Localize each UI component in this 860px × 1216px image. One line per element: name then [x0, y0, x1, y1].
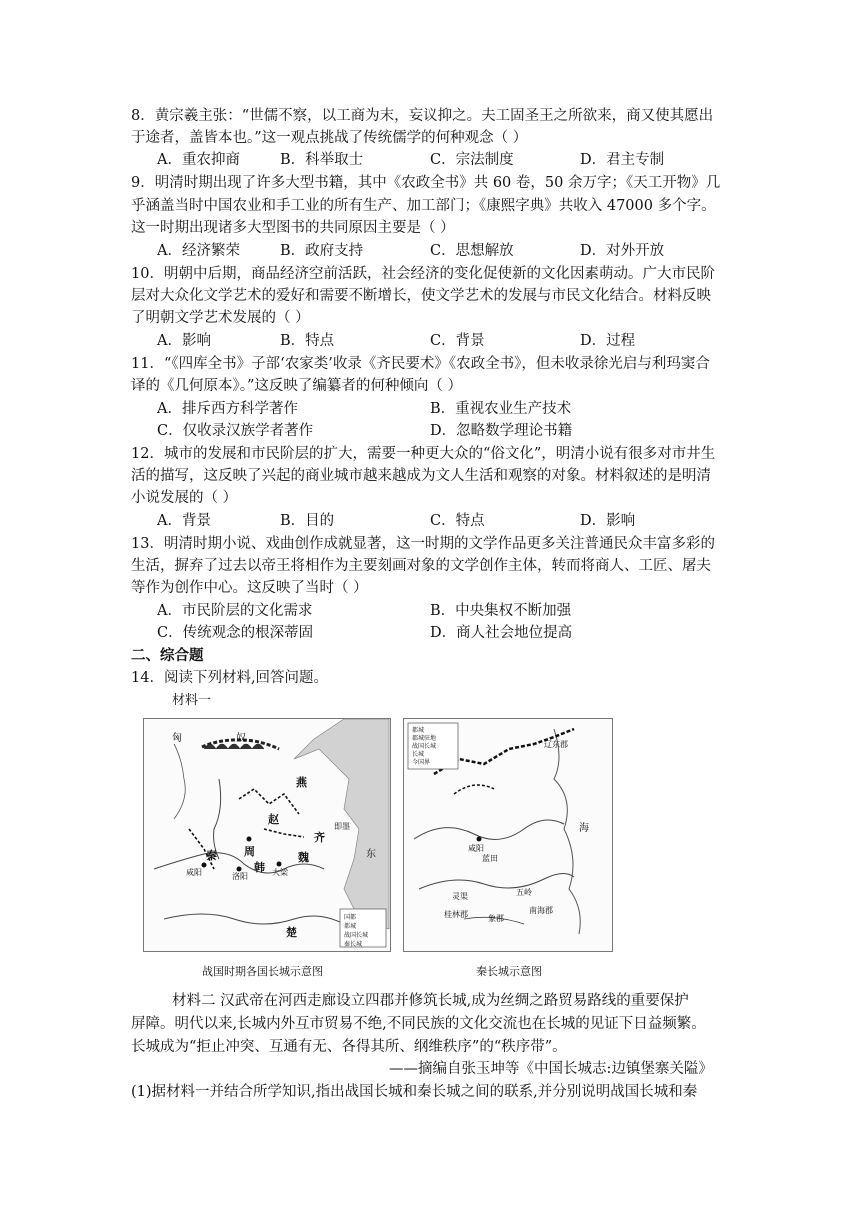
q12-option-a[interactable]: A．背景	[157, 513, 211, 529]
yangtze-river	[164, 914, 344, 924]
map2-label: 灵渠	[452, 892, 468, 901]
inner-wall	[454, 785, 494, 794]
mountain-symbol	[204, 744, 264, 749]
map1-label: 东	[366, 849, 376, 860]
river-west	[174, 744, 185, 819]
material2-line1: 材料二 汉武帝在河西走廊设立四郡并修筑长城,成为丝绸之路贸易路线的重要保护	[172, 993, 689, 1009]
map1-legend-item: 秦长城	[344, 941, 363, 948]
warring-states-wall-map	[143, 718, 391, 952]
map1-label: 洛阳	[232, 872, 248, 881]
map2-drawing	[404, 719, 612, 951]
q8-option-c[interactable]: C．宗法制度	[430, 152, 514, 168]
q12-option-c[interactable]: C．特点	[430, 513, 485, 529]
map2-legend-item: 今国界	[412, 759, 431, 766]
q12-line2: 活的描写，这反映了兴起的商业城市越来越成为文人生活和观察的对象。材料叙述的是明清	[131, 468, 711, 484]
q13-option-b[interactable]: B．中央集权不断加强	[430, 603, 572, 619]
map1-label: 齐	[314, 831, 325, 844]
q8-line1: 8．黄宗羲主张：“世儒不察，以工商为末，妄议抑之。夫工固圣王之所欲来，商又使其愿出	[131, 108, 714, 124]
q11-line2: 译的《几何原本》。”这反映了编纂者的何种倾向（ ）	[131, 378, 463, 394]
q9-line3: 这一时期出现诸多大型图书的共同原因主要是（ ）	[131, 220, 455, 236]
q9-line1: 9．明清时期出现了许多大型书籍，其中《农政全书》共 60 卷，50 余万字；《天工开物》几	[131, 175, 721, 191]
material2-line3: 长城成为“拒止冲突、互通有无、各得其所、纲维秩序”的“秩序带”。	[131, 1039, 567, 1055]
map1-label: 即墨	[334, 822, 350, 831]
qin-wall-map	[403, 718, 613, 952]
capital-dot	[477, 837, 482, 842]
map2-label: 五岭	[516, 888, 532, 897]
q13-line2: 生活，摒弃了过去以帝王将相作为主要刻画对象的文学创作主体，转而将商人、工匠、屠夫	[131, 558, 711, 574]
q8-option-b[interactable]: B．科举取士	[280, 152, 364, 168]
q12-option-d[interactable]: D．影响	[580, 513, 636, 529]
capital-dot	[277, 862, 282, 867]
q9-option-c[interactable]: C．思想解放	[430, 243, 514, 259]
material2-line2: 屏障。明代以来,长城内外互市贸易不绝,不同民族的文化交流也在长城的见证下日益频繁。	[131, 1016, 706, 1032]
map2-label: 象郡	[488, 914, 504, 923]
yellow-river	[414, 820, 564, 839]
q10-option-d[interactable]: D．过程	[580, 333, 636, 349]
q10-line3: 了明朝文学艺术发展的（ ）	[131, 310, 310, 326]
q9-option-b[interactable]: B．政府支持	[280, 243, 364, 259]
q13-line1: 13．明清时期小说、戏曲创作成就显著，这一时期的文学作品更多关注普通民众丰富多彩的	[131, 536, 715, 552]
q9-line2: 乎涵盖当时中国农业和手工业的所有生产、加工部门；《康熙字典》共收入 47000 多个字。	[131, 198, 716, 214]
q8-option-a[interactable]: A．重农抑商	[157, 152, 240, 168]
q8-line2: 于途者，盖皆本也。”这一观点挑战了传统儒学的何种观念（ ）	[131, 130, 528, 146]
map2-legend-item: 战国长城	[412, 743, 437, 750]
map2-label: 蓝田	[482, 854, 498, 863]
map2-label: 桂林郡	[444, 910, 468, 919]
q10-option-b[interactable]: B．特点	[280, 333, 335, 349]
map1-label: 大梁	[272, 868, 288, 877]
yangtze-river	[419, 873, 574, 889]
q10-line2: 层对大众化文学艺术的爱好和需要不断增长，使文学艺术的发展与市民文化结合。材料反映	[131, 288, 711, 304]
q11-option-b[interactable]: B．重视农业生产技术	[430, 401, 572, 417]
map1-label: 燕	[296, 776, 307, 789]
map1-legend-item: 战国长城	[344, 932, 369, 939]
map1-legend-item: 都城	[344, 923, 357, 930]
map1-caption: 战国时期各国长城示意图	[202, 965, 323, 978]
map1-label: 楚	[286, 926, 297, 939]
q9-option-d[interactable]: D．对外开放	[580, 243, 665, 259]
map1-label: 咸阳	[186, 868, 202, 877]
section-heading: 二、综合题	[131, 647, 204, 664]
map1-label: 周	[244, 845, 255, 858]
q8-option-d[interactable]: D．君主专制	[580, 152, 665, 168]
q10-option-a[interactable]: A．影响	[157, 333, 211, 349]
map1-legend-item: 国都	[344, 914, 357, 921]
map1-label: 匈	[172, 733, 182, 744]
map2-label: 辽东郡	[544, 740, 568, 749]
q14-subquestion-1: (1)据材料一并结合所学知识,指出战国长城和秦长城之间的联系,并分别说明战国长城和秦	[131, 1084, 698, 1100]
map1-label: 韩	[254, 861, 265, 874]
map1-label: 秦	[206, 849, 217, 862]
q13-line3: 等作为创作中心。这反映了当时（ ）	[131, 580, 368, 596]
qi-wall	[264, 829, 304, 837]
q14-intro: 14．阅读下列材料,回答问题。	[131, 670, 329, 686]
q11-option-d[interactable]: D．忽略数学理论书籍	[430, 423, 573, 439]
q11-line1: 11．“《四库全书》子部‘农家类’收录《齐民要术》《农政全书》，但未收录徐光启与利玛窦合	[131, 356, 710, 372]
map2-legend-item: 郡城驻地	[412, 735, 437, 742]
map2-label: 咸阳	[468, 844, 484, 853]
q12-line1: 12．城市的发展和市民阶层的扩大，需要一种更大众的“俗文化”，明清小说有很多对市井生	[131, 446, 716, 462]
q10-option-c[interactable]: C．背景	[430, 333, 485, 349]
q10-line1: 10．明朝中后期，商品经济空前活跃，社会经济的变化促使新的文化因素萌动。广大市民阶	[131, 266, 715, 282]
q12-line3: 小说发展的（ ）	[131, 490, 238, 506]
map2-caption: 秦长城示意图	[476, 965, 542, 978]
material1-label: 材料一	[172, 693, 212, 708]
q13-option-c[interactable]: C．传统观念的根深蒂固	[157, 625, 314, 641]
coastline	[554, 729, 580, 934]
q11-option-a[interactable]: A．排斥西方科学著作	[157, 401, 298, 417]
q12-option-b[interactable]: B．目的	[280, 513, 335, 529]
q9-option-a[interactable]: A．经济繁荣	[157, 243, 240, 259]
capital-dot	[247, 837, 252, 842]
map2-label: 南海郡	[529, 906, 553, 915]
q13-option-a[interactable]: A．市民阶层的文化需求	[157, 603, 313, 619]
q11-option-c[interactable]: C．仅收录汉族学者著作	[157, 423, 314, 439]
map2-legend-item: 都城	[412, 727, 425, 734]
map2-legend-item: 长城	[412, 751, 425, 758]
map1-label: 奴	[236, 733, 246, 744]
map1-label: 赵	[268, 813, 279, 826]
q13-option-d[interactable]: D．商人社会地位提高	[430, 625, 573, 641]
map1-label: 魏	[298, 851, 309, 864]
map2-label: 海	[579, 823, 589, 834]
material2-source: ——摘编自张玉坤等《中国长城志:边镇堡寨关隘》	[389, 1061, 713, 1077]
capital-dot	[202, 863, 207, 868]
